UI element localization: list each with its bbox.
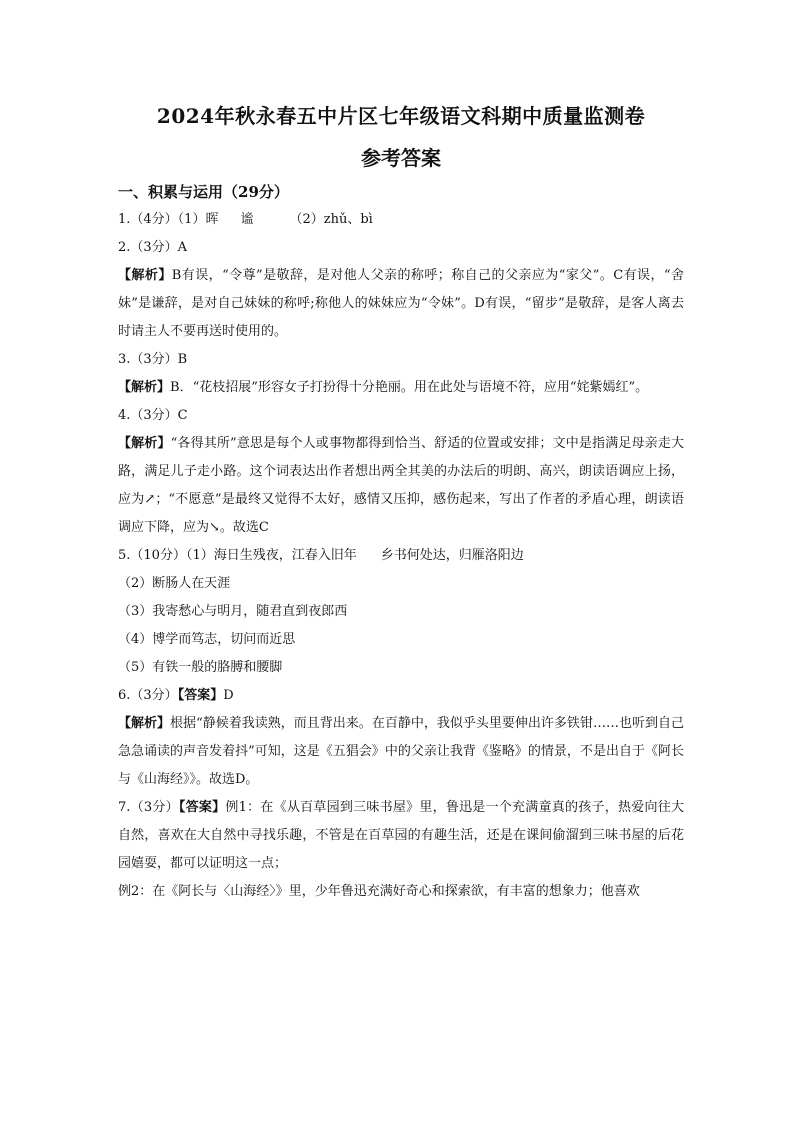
q5-head2: 乡书何处达，归雁洛阳边 <box>380 548 524 563</box>
answer-tag: 【答案】 <box>178 800 226 815</box>
q5-answer-line4: （4）博学而笃志，切问而近思 <box>118 632 296 647</box>
section-heading: 一、积累与运用（29分） <box>118 183 289 201</box>
q1-answer <box>118 206 684 234</box>
analysis-tag: 【解析】 <box>118 716 171 731</box>
page-title: 2024年秋永春五中片区七年级语文科期中质量监测卷 <box>156 104 646 128</box>
q6-head: 6.（3分） <box>118 688 178 703</box>
q1-pinyin: （2）zhǔ、bì <box>289 212 373 227</box>
q2-answer: 2.（3分）A <box>118 240 188 255</box>
q7-answer <box>118 794 684 878</box>
q5-answer-line5: （5）有铁一般的胳膊和腰脚 <box>118 660 283 675</box>
q7-head: 7.（3分） <box>118 800 179 815</box>
q4-answer: 4.（3分）C <box>118 408 188 423</box>
q5-answer-line2: （2）断肠人在天涯 <box>118 576 231 591</box>
q5-head: 5.（10分）（1）海日生残夜，江春入旧年 <box>118 548 357 563</box>
q6-analysis <box>118 710 684 794</box>
page-subtitle: 参考答案 <box>361 146 441 170</box>
q2-analysis-text: B有误，“令尊”是敬辞，是对他人父亲的称呼；称自己的父亲应为“家父”。C有误，“舍妹”是谦辞，是对自己妹妹的称呼;称他人的妹妹应为“令妹”。D有误，“留步”是敬辞，是客人离去时请主人不要再送时使用的。 <box>118 268 684 339</box>
q3-analysis-text: B．“花枝招展”形容女子打扮得十分艳丽。用在此处与语境不符，应用“姹紫嫣红”。 <box>170 380 649 395</box>
answer-tag: 【答案】 <box>177 688 224 703</box>
q2-analysis <box>118 262 684 346</box>
q5-answer-line3: （3）我寄愁心与明月，随君直到夜郎西 <box>118 604 348 619</box>
q6-analysis-text: 根据“静候着我读熟，而且背出来。在百静中，我似乎头里要伸出许多铁钳……也听到自己急急诵读的声音发着抖”可知，这是《五猖会》中的父亲让我背《鉴略》的情景，不是出自于《阿长与《山海经》》。故选D。 <box>118 716 684 787</box>
q3-analysis <box>118 374 684 402</box>
q6-answer <box>118 682 684 710</box>
q3-answer: 3.（3分）B <box>118 352 188 367</box>
q1-head: 1.（4分）（1）晖 <box>118 212 219 227</box>
answer-sheet <box>118 100 684 906</box>
q5-answer-line1 <box>118 542 684 570</box>
analysis-tag: 【解析】 <box>118 380 171 395</box>
q7-example2: 例2：在《阿长与〈山海经〉》里，少年鲁迅充满好奇心和探索欲，有丰富的想象力；他喜欢 <box>118 884 640 899</box>
q6-choice: D <box>223 688 234 703</box>
analysis-tag: 【解析】 <box>118 436 171 451</box>
analysis-tag: 【解析】 <box>118 268 172 283</box>
q4-analysis-text: “各得其所”意思是每个人或事物都得到恰当、舒适的位置或安排；文中是指满足母亲走大路，满足儿子走小路。这个词表达出作者想出两全其美的办法后的明朗、高兴，朗读语调应上扬，应为↗；“不愿意”是最终又觉得不太好，感情又压抑，感伤起来，写出了作者的矛盾心理，朗读语调应下降，应为↘。故选C <box>118 436 684 535</box>
q4-analysis <box>118 430 684 542</box>
q7-example1: 例1：在《从百草园到三味书屋》里，鲁迅是一个充满童真的孩子，热爱向往大自然，喜欢在大自然中寻找乐趣，不管是在百草园的有趣生活，还是在课间偷溜到三味书屋的后花园嬉耍，都可以证明这一点； <box>118 800 684 871</box>
q1-word: 谧 <box>240 212 254 227</box>
